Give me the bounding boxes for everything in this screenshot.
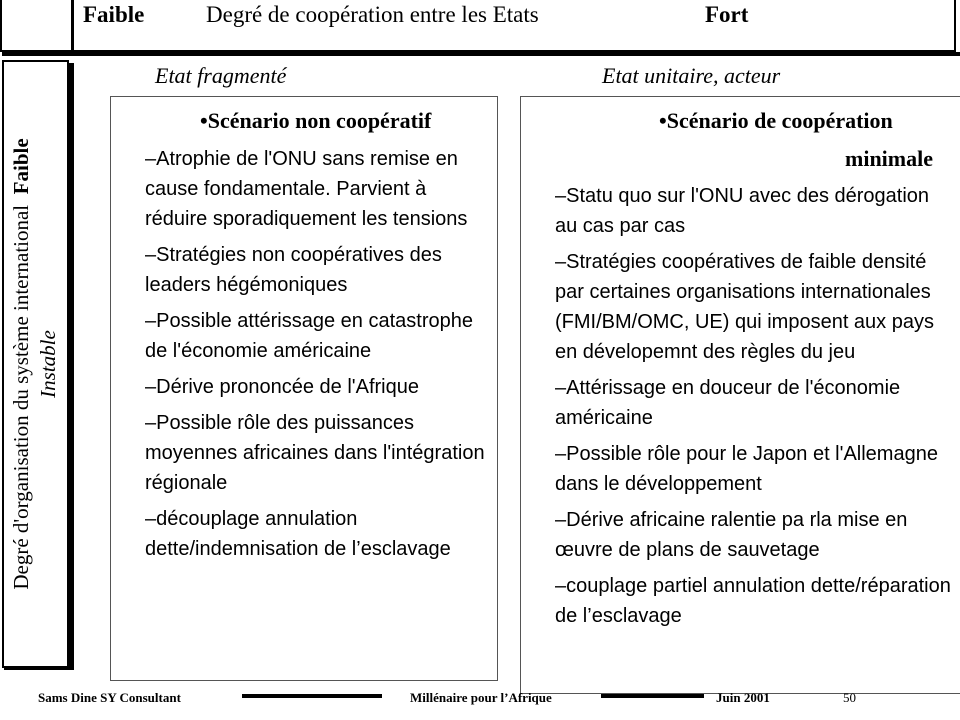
footer-date: Juin 2001 [716, 690, 770, 705]
list-item: –Dérive africaine ralentie pa rla mise en œuvre de plans de sauvetage [555, 509, 908, 561]
right-scenario-title-cont: minimale [845, 146, 933, 171]
footer-divider [601, 694, 704, 698]
list-item: –Possible attérissage en catastrophe de l'économie américaine [145, 310, 473, 362]
vertical-axis-line1: Degré d'organisation du système international [9, 204, 33, 590]
subheader-unitary-state: Etat unitaire, acteur [602, 63, 781, 88]
list-item: –Possible rôle pour le Japon et l'Allemagne dans le développement [555, 443, 938, 495]
list-item: –Stratégies coopératives de faible densité par certaines organisations internationales (FMI/BM/OMC, UE) qui imposent aux pays en dévelopemnt des règles du jeu [555, 251, 934, 363]
header-corner-cell [0, 0, 74, 52]
header-shadow [2, 52, 960, 56]
vertical-axis-shadow [69, 63, 74, 670]
vertical-axis-weak: Faible [9, 138, 33, 195]
list-item: –couplage partiel annulation dette/réparation de l’esclavage [555, 575, 951, 627]
subheader-fragmented-state: Etat fragmenté [155, 63, 287, 88]
header-strong-label: Fort [705, 2, 749, 27]
header-degree-label: Degré de coopération entre les Etats [206, 2, 539, 27]
list-item: –Atrophie de l'ONU sans remise en cause fondamentale. Parvient à réduire sporadiquement les tensions [145, 148, 468, 230]
list-item: –Stratégies non coopératives des leaders hégémoniques [145, 244, 442, 296]
footer [0, 690, 960, 710]
list-item: –Attérissage en douceur de l'économie américaine [555, 377, 901, 429]
list-item: –Statu quo sur l'ONU avec des dérogation au cas par cas [555, 185, 930, 237]
footer-divider [242, 694, 382, 698]
header-weak-label: Faible [83, 2, 145, 27]
left-scenario-list [145, 144, 490, 570]
left-scenario-title: •Scénario non coopératif [200, 108, 432, 133]
right-scenario-list [555, 181, 955, 637]
page-number: 50 [843, 690, 856, 705]
footer-author: Sams Dine SY Consultant [38, 690, 181, 705]
list-item: –Possible rôle des puissances moyennes africaines dans l'intégration régionale [145, 412, 485, 494]
vertical-axis-shadow-bottom [4, 666, 74, 670]
vertical-axis-line2: Instable [36, 330, 60, 398]
right-scenario-title: •Scénario de coopération [659, 108, 893, 133]
footer-title: Millénaire pour l’Afrique [410, 690, 552, 705]
list-item: –découplage annulation dette/indemnisation de l’esclavage [145, 508, 451, 560]
list-item: –Dérive prononcée de l'Afrique [145, 376, 419, 398]
